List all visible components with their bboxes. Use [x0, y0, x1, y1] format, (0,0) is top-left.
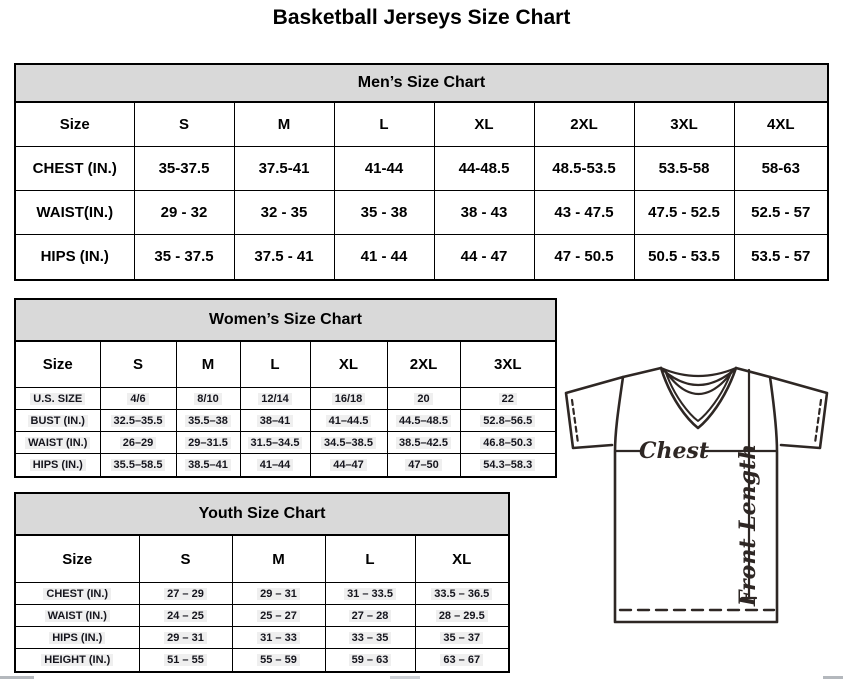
cell-value: 33.5 – 36.5: [431, 588, 492, 600]
cell: 38 - 43: [434, 191, 534, 235]
cell: [139, 605, 232, 627]
cell: 44-48.5: [434, 147, 534, 191]
row-label-text: HEIGHT (IN.): [41, 654, 113, 666]
mens-size-label: Size: [16, 103, 134, 147]
womens-size-label: Size: [16, 342, 100, 388]
youth-size-chart-table: [14, 492, 510, 673]
col-header: XL: [310, 342, 387, 388]
row-label: WAIST(IN.): [16, 191, 134, 235]
row-label-text: HIPS (IN.): [30, 459, 86, 471]
row-label: [16, 605, 139, 627]
col-header: S: [139, 536, 232, 583]
chest-measure-label: Chest: [638, 438, 710, 464]
youth-size-label: Size: [16, 536, 139, 583]
row-label: [16, 649, 139, 671]
cell-value: 31 – 33.5: [344, 588, 396, 600]
cell-value: 41–44: [257, 459, 294, 471]
cell-value: 54.3–58.3: [480, 459, 535, 471]
cell-value: 25 – 27: [257, 610, 300, 622]
page-title: Basketball Jerseys Size Chart: [272, 6, 571, 29]
cell: 41-44: [334, 147, 434, 191]
table-row: [16, 583, 508, 605]
cell: [460, 454, 555, 476]
cell: [325, 627, 415, 649]
col-header: M: [232, 536, 325, 583]
mens-table-grid: [16, 102, 827, 279]
cell-value: 32.5–35.5: [111, 415, 166, 427]
mens-size-chart-table: [14, 63, 829, 281]
cell-value: 55 – 59: [257, 654, 300, 666]
cell-value: 44.5–48.5: [396, 415, 451, 427]
cell: 47.5 - 52.5: [634, 191, 734, 235]
womens-size-chart-table: [14, 298, 557, 478]
cell: [415, 627, 508, 649]
cell-value: 38–41: [257, 415, 294, 427]
cell-value: 38.5–42.5: [396, 437, 451, 449]
table-row: [16, 147, 827, 191]
cell: [415, 649, 508, 671]
cell: [139, 649, 232, 671]
cell-value: 16/18: [332, 393, 366, 405]
table-row: [16, 410, 555, 432]
cell-value: 20: [414, 393, 432, 405]
table-row: [16, 649, 508, 671]
front-length-measure-label: Front Length: [735, 443, 761, 607]
table-row: [16, 388, 555, 410]
cell: 32 - 35: [234, 191, 334, 235]
cell: 53.5-58: [634, 147, 734, 191]
cell: [139, 627, 232, 649]
cell: [325, 649, 415, 671]
cell: 37.5-41: [234, 147, 334, 191]
cell: 48.5-53.5: [534, 147, 634, 191]
col-header: 3XL: [460, 342, 555, 388]
cell: [460, 388, 555, 410]
cell-value: 31 – 33: [257, 632, 300, 644]
col-header: S: [100, 342, 176, 388]
cell: [310, 454, 387, 476]
jersey-measurement-diagram: [553, 360, 843, 660]
cell: [232, 649, 325, 671]
cell: [240, 432, 310, 454]
cell-value: 28 – 29.5: [436, 610, 488, 622]
table-row: [16, 235, 827, 279]
table-row: [16, 432, 555, 454]
row-label: [16, 454, 100, 476]
cell: [387, 410, 460, 432]
cell-value: 47–50: [405, 459, 442, 471]
cell-value: 35.5–58.5: [111, 459, 166, 471]
womens-table-grid: [16, 341, 555, 476]
col-header: L: [240, 342, 310, 388]
cell: [325, 583, 415, 605]
row-label: [16, 388, 100, 410]
table-row: [16, 627, 508, 649]
row-label: [16, 627, 139, 649]
cell: [100, 388, 176, 410]
cell-value: 29–31.5: [185, 437, 231, 449]
cell: [460, 410, 555, 432]
youth-table-title: Youth Size Chart: [16, 494, 508, 535]
cell: 35 - 38: [334, 191, 434, 235]
cell: [176, 410, 240, 432]
cell: [100, 432, 176, 454]
cell: 35 - 37.5: [134, 235, 234, 279]
cell-value: 59 – 63: [349, 654, 392, 666]
cell: [310, 410, 387, 432]
cell: 50.5 - 53.5: [634, 235, 734, 279]
row-label: [16, 583, 139, 605]
cell-value: 44–47: [330, 459, 367, 471]
cell-value: 35 – 37: [440, 632, 483, 644]
row-label: HIPS (IN.): [16, 235, 134, 279]
row-label: CHEST (IN.): [16, 147, 134, 191]
cell: 35-37.5: [134, 147, 234, 191]
cell: [176, 432, 240, 454]
cell-value: 31.5–34.5: [248, 437, 303, 449]
cell: [232, 605, 325, 627]
col-header: 4XL: [734, 103, 827, 147]
row-label-text: WAIST (IN.): [45, 610, 110, 622]
cell: [240, 388, 310, 410]
cell: [240, 410, 310, 432]
cell-value: 46.8–50.3: [480, 437, 535, 449]
col-header: M: [176, 342, 240, 388]
row-label-text: WAIST (IN.): [25, 437, 90, 449]
col-header: XL: [434, 103, 534, 147]
cell-value: 29 – 31: [257, 588, 300, 600]
cell: [139, 583, 232, 605]
cell: [240, 454, 310, 476]
cell-value: 35.5–38: [185, 415, 231, 427]
cell-value: 27 – 29: [164, 588, 207, 600]
cell-value: 63 – 67: [440, 654, 483, 666]
cell-value: 34.5–38.5: [321, 437, 376, 449]
cell: [310, 432, 387, 454]
cell-value: 51 – 55: [164, 654, 207, 666]
cell: [310, 388, 387, 410]
mens-header-row: [16, 103, 827, 147]
cell-value: 38.5–41: [185, 459, 231, 471]
cell-value: 41–44.5: [326, 415, 372, 427]
cell-value: 4/6: [127, 393, 148, 405]
row-label-text: HIPS (IN.): [49, 632, 105, 644]
cell: [387, 388, 460, 410]
cell: [176, 388, 240, 410]
womens-header-row: [16, 342, 555, 388]
table-row: [16, 191, 827, 235]
cell-value: 29 – 31: [164, 632, 207, 644]
cell-value: 8/10: [194, 393, 221, 405]
cell: [232, 627, 325, 649]
cell: [232, 583, 325, 605]
row-label-text: BUST (IN.): [28, 415, 88, 427]
cell: [415, 583, 508, 605]
cell: [460, 432, 555, 454]
cell: [387, 432, 460, 454]
cell: [325, 605, 415, 627]
cell-value: 24 – 25: [164, 610, 207, 622]
col-header: 2XL: [534, 103, 634, 147]
cell: [176, 454, 240, 476]
cell: 44 - 47: [434, 235, 534, 279]
row-label-text: CHEST (IN.): [43, 588, 111, 600]
cell-value: 27 – 28: [349, 610, 392, 622]
cell: 41 - 44: [334, 235, 434, 279]
col-header: 2XL: [387, 342, 460, 388]
col-header: M: [234, 103, 334, 147]
mens-table-title: Men’s Size Chart: [16, 65, 827, 102]
cell-value: 52.8–56.5: [480, 415, 535, 427]
table-row: [16, 454, 555, 476]
col-header: L: [325, 536, 415, 583]
cell: [415, 605, 508, 627]
cell: [387, 454, 460, 476]
col-header: 3XL: [634, 103, 734, 147]
col-header: XL: [415, 536, 508, 583]
cell: 58-63: [734, 147, 827, 191]
cell: 53.5 - 57: [734, 235, 827, 279]
cell: 29 - 32: [134, 191, 234, 235]
cell-value: 12/14: [258, 393, 292, 405]
cell-value: 22: [499, 393, 517, 405]
cell: 47 - 50.5: [534, 235, 634, 279]
cell-value: 26–29: [120, 437, 157, 449]
left-sleeve-stitch-dashes: [572, 400, 578, 443]
col-header: L: [334, 103, 434, 147]
youth-header-row: [16, 536, 508, 583]
jersey-outline: [566, 368, 661, 448]
cell: [100, 410, 176, 432]
cell-value: 33 – 35: [349, 632, 392, 644]
collar-arc: [661, 368, 736, 376]
row-label-text: U.S. SIZE: [30, 393, 85, 405]
cell: 43 - 47.5: [534, 191, 634, 235]
youth-table-grid: [16, 535, 508, 671]
table-row: [16, 605, 508, 627]
womens-table-title: Women’s Size Chart: [16, 300, 555, 341]
cell: [100, 454, 176, 476]
row-label: [16, 410, 100, 432]
row-label: [16, 432, 100, 454]
cell: 52.5 - 57: [734, 191, 827, 235]
col-header: S: [134, 103, 234, 147]
right-sleeve-stitch-dashes: [815, 400, 821, 443]
cell: 37.5 - 41: [234, 235, 334, 279]
